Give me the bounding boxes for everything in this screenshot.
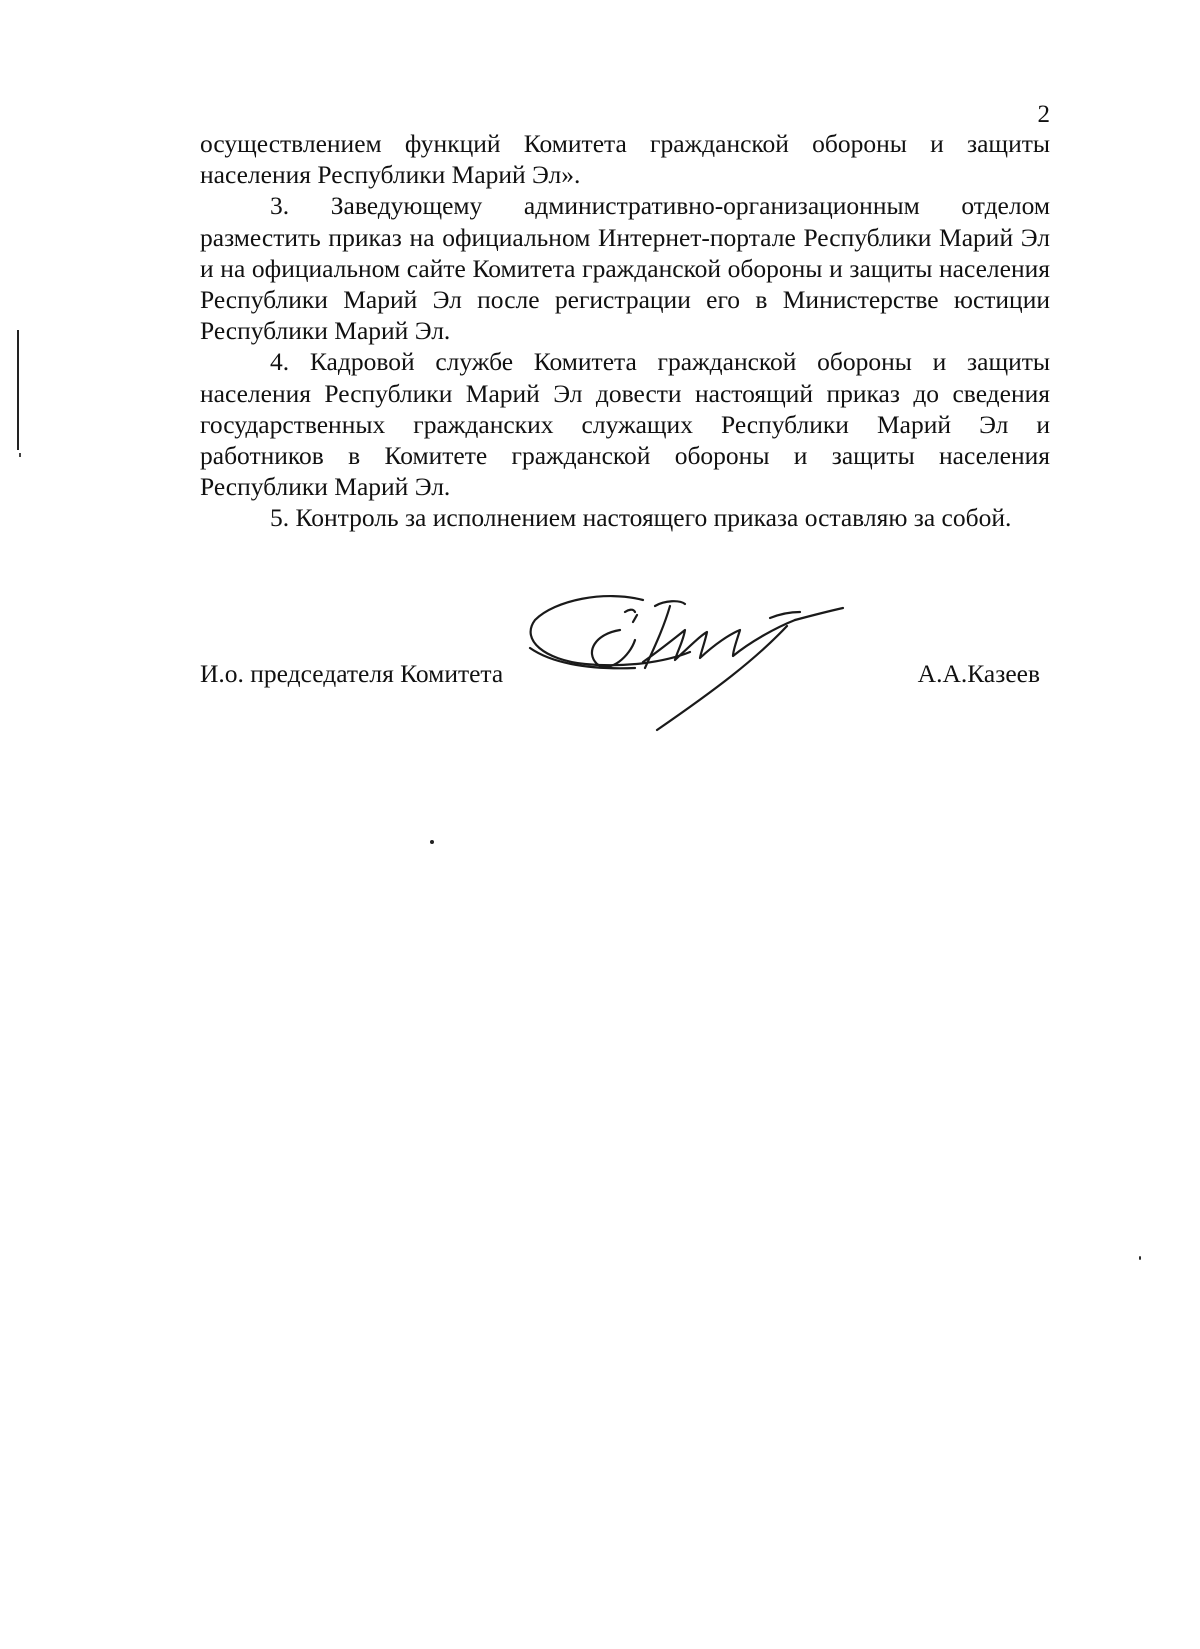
paragraph-item-5: 5. Контроль за исполнением настоящего приказа оставляю за собой.	[270, 503, 1012, 533]
margin-scan-tick	[19, 453, 21, 457]
paragraph-item-3: 3. Заведующему административно-организационным отделом разместить приказ на официальном Интернет-портале Республики Марий Эл и на официальном сайте Комитета гражданской обороны и защиты населения Республики Марий Эл после регистрации его в Министерстве юстиции Республики Марий Эл.	[200, 191, 1050, 346]
page-number: 2	[1037, 101, 1050, 128]
signatory-title: И.о. председателя Комитета	[200, 659, 504, 688]
scan-speck	[430, 840, 434, 844]
handwritten-signature-icon	[525, 590, 870, 740]
paragraph-continuation: осуществлением функций Комитета гражданской обороны и защиты населения Республики Марий Эл».	[200, 129, 1050, 190]
document-body	[200, 128, 1050, 534]
margin-scan-mark	[17, 330, 19, 450]
scan-speck	[1139, 1256, 1141, 1260]
signatory-name: А.А.Казеев	[917, 659, 1040, 688]
paragraph-item-4: 4. Кадровой службе Комитета гражданской обороны и защиты населения Республики Марий Эл довести настоящий приказ до сведения государственных гражданских служащих Республики Марий Эл и работников в Комитете гражданской обороны и защиты населения Республики Марий Эл.	[200, 347, 1050, 502]
